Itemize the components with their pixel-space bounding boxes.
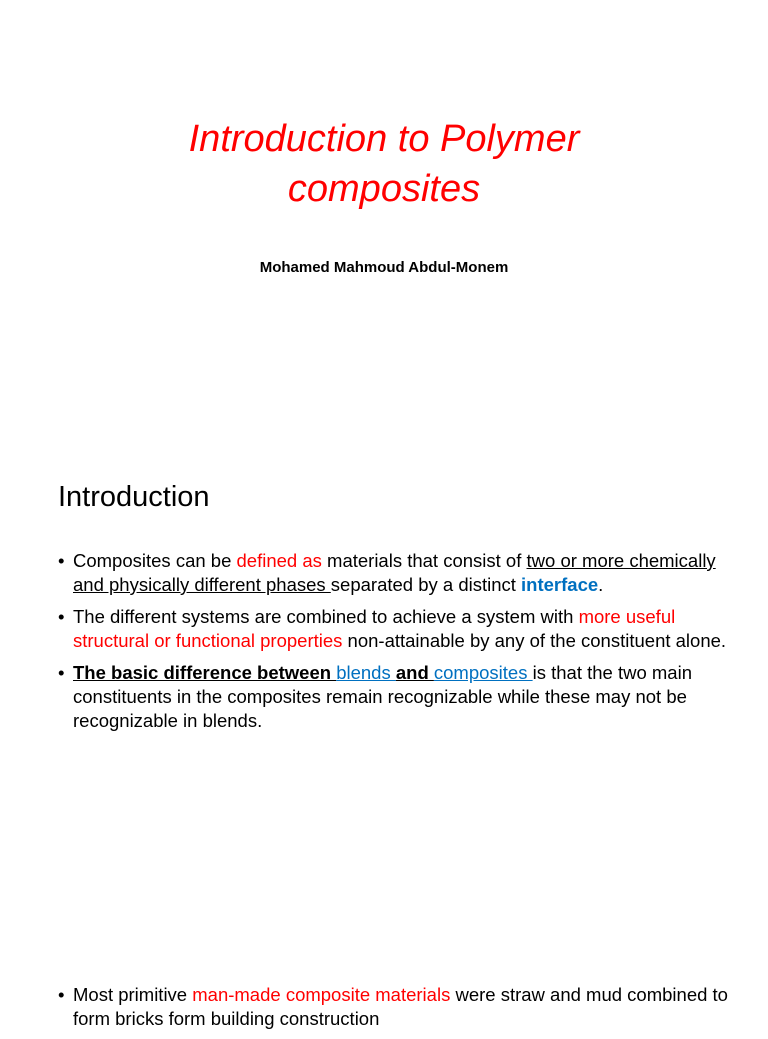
bold-underlined-text: The basic difference between [73,662,337,683]
underlined-text: two or more chemically and physically different phases [73,550,716,595]
text-run: were straw and mud combined to form bricks form building construction [73,984,728,1029]
text-run: . [598,574,604,595]
text-run: The different systems are combined to achieve a system with [73,606,579,627]
text-run: is that the two main constituents in the composites remain recognizable while these may not be recognizable in blends. [73,662,692,731]
section-heading: Introduction [58,481,210,513]
text-run: Most primitive [73,984,193,1005]
highlight-red: more useful structural or functional properties [73,606,676,651]
highlight-blue-bold: interface [521,574,599,595]
text-run: Composites can be [73,550,237,571]
highlight-blue-underlined: blends [336,662,396,683]
bullet-systems [58,605,738,653]
highlight-red: man-made composite materials [192,984,451,1005]
author-name: Mohamed Mahmoud Abdul-Monem [259,259,509,276]
text-run: non-attainable by any of the constituent alone. [342,630,727,651]
bullet-difference [58,661,738,733]
text-run: materials that consist of [321,550,527,571]
highlight-blue-underlined: composites [433,662,533,683]
bullet-list [58,549,738,741]
bold-underlined-text: and [395,662,434,683]
text-run: separated by a distinct [330,574,522,595]
bullet-list-next-slide [58,983,738,1039]
slide-title [40,114,728,214]
highlight-red: defined as [236,550,322,571]
title-line-2: composites [287,168,481,210]
bullet-definition [58,549,738,597]
title-line-1: Introduction to Polymer [188,118,580,160]
